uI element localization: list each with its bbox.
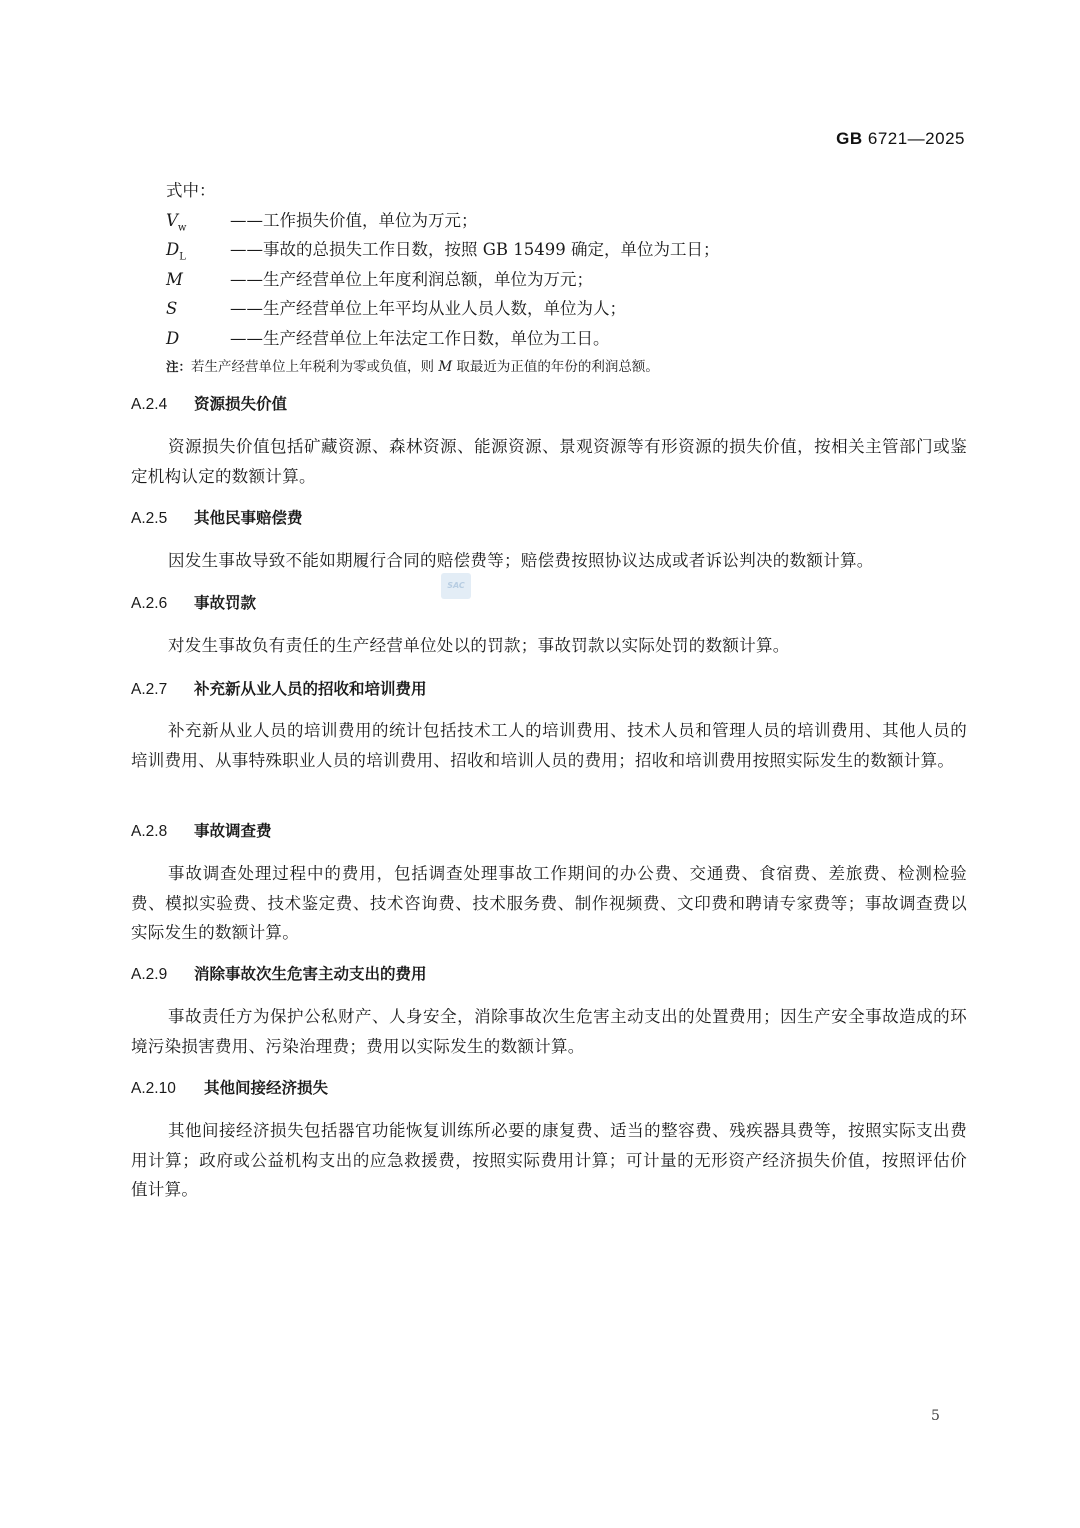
variable-definitions xyxy=(166,176,966,379)
section-body: 事故调查处理过程中的费用，包括调查处理事故工作期间的办公费、交通费、食宿费、差旅费、检测检验费、模拟实验费、技术鉴定费、技术咨询费、技术服务费、制作视频费、文印费和聘请专家费等；事故调查费以实际发生的数额计算。 xyxy=(131,864,967,942)
section-number: A.2.4 xyxy=(131,396,168,413)
section-number: A.2.6 xyxy=(131,595,168,612)
section-number: A.2.9 xyxy=(131,966,168,983)
section-body: 事故责任方为保护公私财产、人身安全，消除事故次生危害主动支出的处置费用；因生产安全事故造成的环境污染损害费用、污染治理费；费用以实际发生的数额计算。 xyxy=(131,1007,967,1056)
note: 注：若生产经营单位上年税利为零或负值，则 M 取最近为正值的年份的利润总额。 xyxy=(166,359,659,375)
section-heading xyxy=(131,591,256,615)
section-title: 其他间接经济损失 xyxy=(204,1079,329,1097)
section-body: 对发生事故负有责任的生产经营单位处以的罚款；事故罚款以实际处罚的数额计算。 xyxy=(168,636,790,655)
variable-description: ——生产经营单位上年平均从业人员人数，单位为人； xyxy=(230,299,626,318)
section-title: 事故罚款 xyxy=(194,594,257,612)
variable-symbol: D xyxy=(166,328,180,348)
section-title: 补充新从业人员的招收和培训费用 xyxy=(194,680,427,698)
variable-description: ——生产经营单位上年度利润总额，单位为万元； xyxy=(230,269,593,289)
variable-description: ——事故的总损失工作日数，按照 GB 15499 确定，单位为工日； xyxy=(230,240,720,259)
definition-item xyxy=(166,294,966,324)
section-heading xyxy=(131,962,427,986)
variable-description: ——工作损失价值，单位为万元； xyxy=(230,210,478,230)
definition-item xyxy=(166,324,966,354)
section-body: 补充新从业人员的培训费用的统计包括技术工人的培训费用、技术人员和管理人员的培训费用、其他人员的培训费用、从事特殊职业人员的培训费用、招收和培训人员的费用；招收和培训费用按照实际发生的数额计算。 xyxy=(131,721,967,770)
definition-item xyxy=(166,206,966,236)
variable-symbol: $V_w$ xyxy=(166,210,187,233)
definition-item xyxy=(166,265,966,295)
section-title: 消除事故次生危害主动支出的费用 xyxy=(194,965,427,983)
section-body: 其他间接经济损失包括器官功能恢复训练所必要的康复费、适当的整容费、残疾器具费等，按照实际支出费用计算；政府或公益机构支出的应急救援费，按照实际费用计算；可计量的无形资产经济损失价值，按照评估价值计算。 xyxy=(131,1121,967,1199)
standard-prefix: GB xyxy=(836,129,863,148)
section-number: A.2.5 xyxy=(131,510,168,527)
standard-number: 6721—2025 xyxy=(867,129,965,148)
section-title: 资源损失价值 xyxy=(194,395,288,413)
section-heading xyxy=(131,677,427,701)
definitions-intro: 式中： xyxy=(166,181,216,200)
section-body: 因发生事故导致不能如期履行合同的赔偿费等；赔偿费按照协议达成或者诉讼判决的数额计算。 xyxy=(168,551,874,570)
note-label: 注： xyxy=(166,359,192,374)
standard-code-header xyxy=(836,129,965,149)
section-heading xyxy=(131,1076,328,1100)
page-number: 5 xyxy=(931,1408,940,1424)
section-title: 事故调查费 xyxy=(194,822,272,840)
section-heading xyxy=(131,392,287,416)
sac-watermark-logo: SAC xyxy=(441,573,471,599)
definition-item xyxy=(166,235,966,265)
section-heading xyxy=(131,506,303,530)
section-number: A.2.8 xyxy=(131,823,168,840)
variable-symbol: S xyxy=(166,299,178,318)
note-symbol: M xyxy=(438,359,453,375)
variable-symbol: $D_L$ xyxy=(166,240,186,263)
section-number: A.2.7 xyxy=(131,681,168,698)
section-heading xyxy=(131,819,272,843)
section-title: 其他民事赔偿费 xyxy=(194,509,303,527)
section-number: A.2.10 xyxy=(131,1080,176,1097)
variable-description: ——生产经营单位上年法定工作日数，单位为工日。 xyxy=(230,328,610,348)
section-body: 资源损失价值包括矿藏资源、森林资源、能源资源、景观资源等有形资源的损失价值，按相关主管部门或鉴定机构认定的数额计算。 xyxy=(131,437,967,486)
variable-symbol: M xyxy=(166,269,183,289)
